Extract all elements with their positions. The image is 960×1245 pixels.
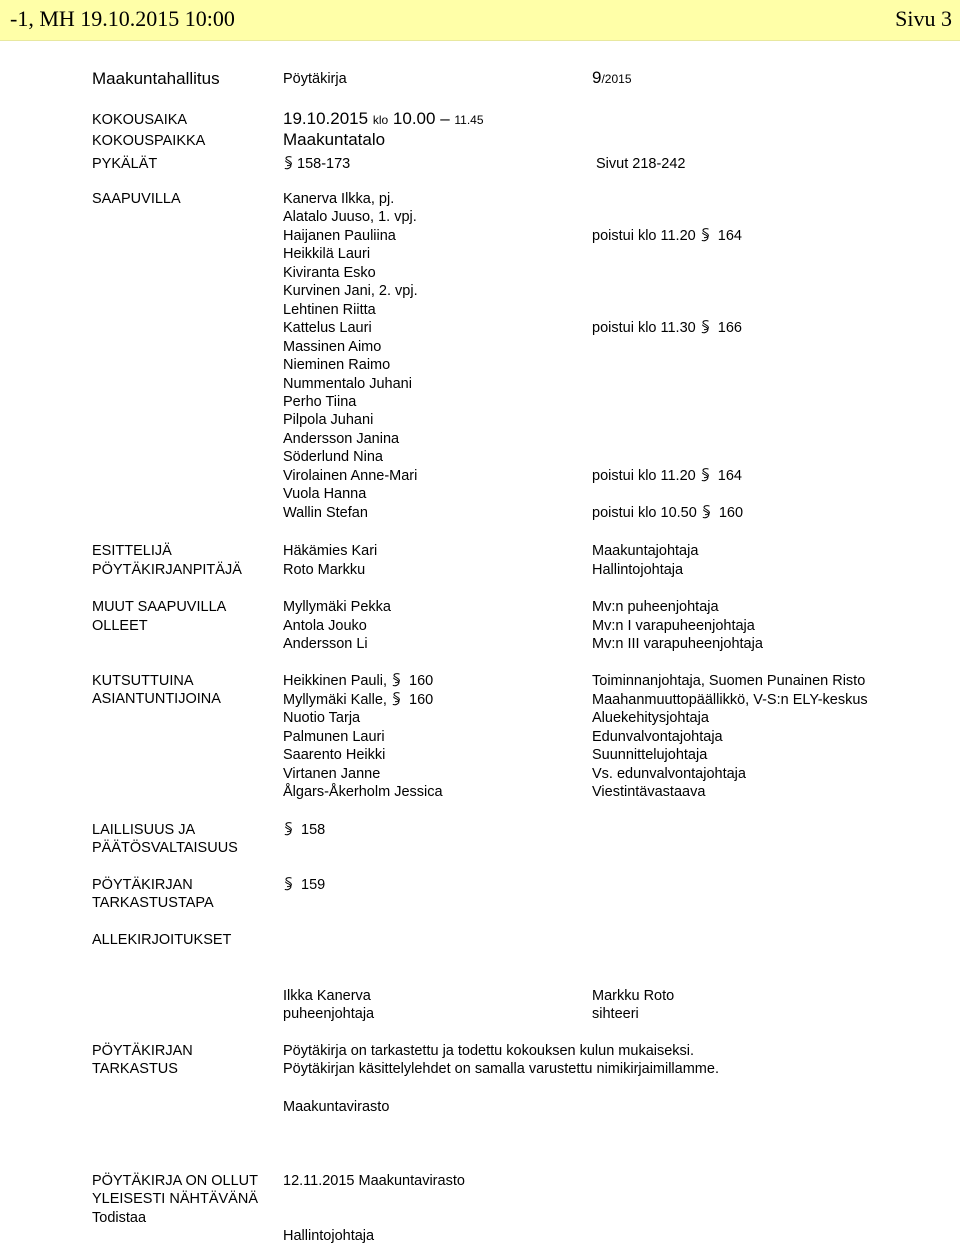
member-note-text: poistui klo 11.20 <box>592 467 696 484</box>
expert-role: Edunvalvontajohtaja <box>592 728 723 745</box>
section-sign-icon <box>391 673 402 687</box>
doc-number-year: /2015 <box>601 72 632 86</box>
member-name: Kattelus Lauri <box>283 320 372 337</box>
signer-1-role: puheenjohtaja <box>283 1006 375 1022</box>
member-left-note <box>592 227 742 245</box>
other-attendee-role: Mv:n I varapuheenjohtaja <box>592 617 755 634</box>
section-sign-icon <box>283 822 294 836</box>
muut-label-2: OLLEET <box>92 618 148 634</box>
pykalat-range <box>283 155 350 173</box>
member-name: Andersson Janina <box>283 430 400 447</box>
member-name: Perho Tiina <box>283 393 357 410</box>
section-sign-icon <box>283 877 294 891</box>
meeting-end: 11.45 <box>454 113 484 127</box>
expert-name: Virtanen Janne <box>283 765 381 782</box>
member-name: Kiviranta Esko <box>283 264 376 281</box>
member-left-note <box>592 319 742 337</box>
expert-ref: 160 <box>409 691 434 708</box>
member-note-ref: 164 <box>717 467 742 484</box>
esittelija-label: ESITTELIJÄ <box>92 543 172 559</box>
laillisuus-ref-value: 158 <box>301 822 326 838</box>
nahtavana-date-place: 12.11.2015 Maakuntavirasto <box>283 1173 465 1189</box>
member-name: Lehtinen Riitta <box>283 301 376 318</box>
tarkastus-label-2: TARKASTUS <box>92 1061 178 1077</box>
member-name: Heikkilä Lauri <box>283 246 371 263</box>
section-sign-icon <box>701 505 712 519</box>
member-name: Kurvinen Jani, 2. vpj. <box>283 283 418 300</box>
kutsuttuina-label-1: KUTSUTTUINA <box>92 673 194 689</box>
member-name: Alatalo Juuso, 1. vpj. <box>283 209 417 226</box>
section-sign-icon <box>283 156 294 170</box>
tarkastus-label-1: PÖYTÄKIRJAN <box>92 1043 193 1059</box>
other-attendee-role: Mv:n puheenjohtaja <box>592 599 719 615</box>
meeting-date: 19.10.2015 <box>283 109 369 128</box>
header-page-number: Sivu 3 <box>895 6 952 31</box>
nahtavana-label-2: YLEISESTI NÄHTÄVÄNÄ <box>92 1191 258 1207</box>
time-dash: – <box>440 109 450 128</box>
other-attendee-name: Antola Jouko <box>283 617 367 634</box>
expert-role: Toiminnanjohtaja, Suomen Punainen Risto <box>592 673 866 689</box>
muut-label-1: MUUT SAAPUVILLA <box>92 599 227 615</box>
poytakirjanpitaja-label: PÖYTÄKIRJANPITÄJÄ <box>92 562 242 578</box>
member-note-text: poistui klo 11.30 <box>592 320 696 337</box>
member-name: Nieminen Raimo <box>283 357 391 374</box>
kutsuttuina-label-2: ASIANTUNTIJOINA <box>92 691 221 707</box>
doc-type: Pöytäkirja <box>283 71 347 87</box>
kokousaika-label: KOKOUSAIKA <box>92 112 188 128</box>
expert-name: Palmunen Lauri <box>283 728 385 745</box>
member-name: Haijanen Pauliina <box>283 227 396 244</box>
signer-2-role: sihteeri <box>592 1006 639 1022</box>
expert-name: Nuotio Tarja <box>283 710 361 726</box>
expert-name: Ålgars-Åkerholm Jessica <box>283 784 443 800</box>
meeting-start: 10.00 <box>392 109 436 128</box>
meeting-time <box>283 110 484 129</box>
member-note-text: poistui klo 10.50 <box>592 504 697 521</box>
pykalat-value: 158-173 <box>297 156 351 172</box>
other-attendee-name: Myllymäki Pekka <box>283 599 391 615</box>
signer-1-name: Ilkka Kanerva <box>283 988 371 1004</box>
tarkastustapa-label-1: PÖYTÄKIRJAN <box>92 877 193 893</box>
nahtavana-label-3: Todistaa <box>92 1210 147 1226</box>
member-note-ref: 164 <box>717 227 742 244</box>
tarkastustapa-ref-value: 159 <box>301 877 326 893</box>
member-name: Vuola Hanna <box>283 486 367 503</box>
expert-role: Suunnittelujohtaja <box>592 747 708 763</box>
section-sign-icon <box>700 320 711 334</box>
member-name: Nummentalo Juhani <box>283 375 412 392</box>
expert-name: Saarento Heikki <box>283 747 386 763</box>
header-left-text: -1, MH 19.10.2015 10:00 <box>10 6 235 31</box>
org-name: Maakuntahallitus <box>92 69 220 88</box>
section-sign-icon <box>700 228 711 242</box>
tarkastustapa-ref <box>283 876 325 894</box>
tarkastus-line-2: Pöytäkirjan käsittelylehdet on samalla varustettu nimikirjaimillamme. <box>283 1061 719 1077</box>
nahtavana-role: Hallintojohtaja <box>283 1228 375 1244</box>
member-left-note <box>592 504 743 522</box>
member-name: Pilpola Juhani <box>283 412 374 429</box>
poytakirjanpitaja-name: Roto Markku <box>283 562 366 578</box>
member-note-text: poistui klo 11.20 <box>592 227 696 244</box>
allekirjoitukset-label: ALLEKIRJOITUKSET <box>92 932 232 948</box>
tarkastus-place: Maakuntavirasto <box>283 1099 390 1115</box>
nahtavana-label-1: PÖYTÄKIRJA ON OLLUT <box>92 1173 258 1189</box>
member-left-note <box>592 467 742 485</box>
expert-role: Vs. edunvalvontajohtaja <box>592 765 746 782</box>
esittelija-role: Maakuntajohtaja <box>592 543 699 559</box>
doc-number <box>592 69 632 88</box>
klo-word: klo <box>372 113 389 127</box>
member-name: Kanerva Ilkka, pj. <box>283 191 395 207</box>
section-sign-icon <box>391 692 402 706</box>
member-name: Söderlund Nina <box>283 449 383 466</box>
other-attendee-role: Mv:n III varapuheenjohtaja <box>592 636 763 652</box>
expert-role: Maahanmuuttopäällikkö, V-S:n ELY-keskus <box>592 691 868 708</box>
expert-name <box>283 691 433 709</box>
sivut-range: Sivut 218-242 <box>596 156 686 172</box>
doc-number-value: 9 <box>592 68 602 87</box>
expert-role: Aluekehitysjohtaja <box>592 710 709 726</box>
meeting-place: Maakuntatalo <box>283 130 386 149</box>
expert-name <box>283 672 433 690</box>
laillisuus-label-1: LAILLISUUS JA <box>92 822 196 838</box>
signer-2-name: Markku Roto <box>592 988 675 1004</box>
pykalat-label: PYKÄLÄT <box>92 156 158 172</box>
other-attendee-name: Andersson Li <box>283 636 368 652</box>
tarkastustapa-label-2: TARKASTUSTAPA <box>92 895 214 911</box>
laillisuus-ref <box>283 821 325 839</box>
member-note-ref: 166 <box>717 320 742 337</box>
esittelija-name: Häkämies Kari <box>283 543 378 559</box>
expert-name-text: Heikkinen Pauli, <box>283 673 387 689</box>
saapuvilla-label: SAAPUVILLA <box>92 191 181 207</box>
expert-role: Viestintävastaava <box>592 784 706 800</box>
member-name: Wallin Stefan <box>283 504 368 521</box>
kokouspaikka-label: KOKOUSPAIKKA <box>92 133 206 149</box>
member-note-ref: 160 <box>718 504 744 521</box>
laillisuus-label-2: PÄÄTÖSVALTAISUUS <box>92 840 238 856</box>
expert-name-text: Myllymäki Kalle, <box>283 691 387 708</box>
section-sign-icon <box>700 468 711 482</box>
member-name: Virolainen Anne-Mari <box>283 467 418 484</box>
expert-ref: 160 <box>409 673 434 689</box>
poytakirjanpitaja-role: Hallintojohtaja <box>592 562 684 578</box>
page-header-bar <box>0 0 960 41</box>
member-name: Massinen Aimo <box>283 338 382 355</box>
tarkastus-line-1: Pöytäkirja on tarkastettu ja todettu kokouksen kulun mukaiseksi. <box>283 1043 695 1059</box>
